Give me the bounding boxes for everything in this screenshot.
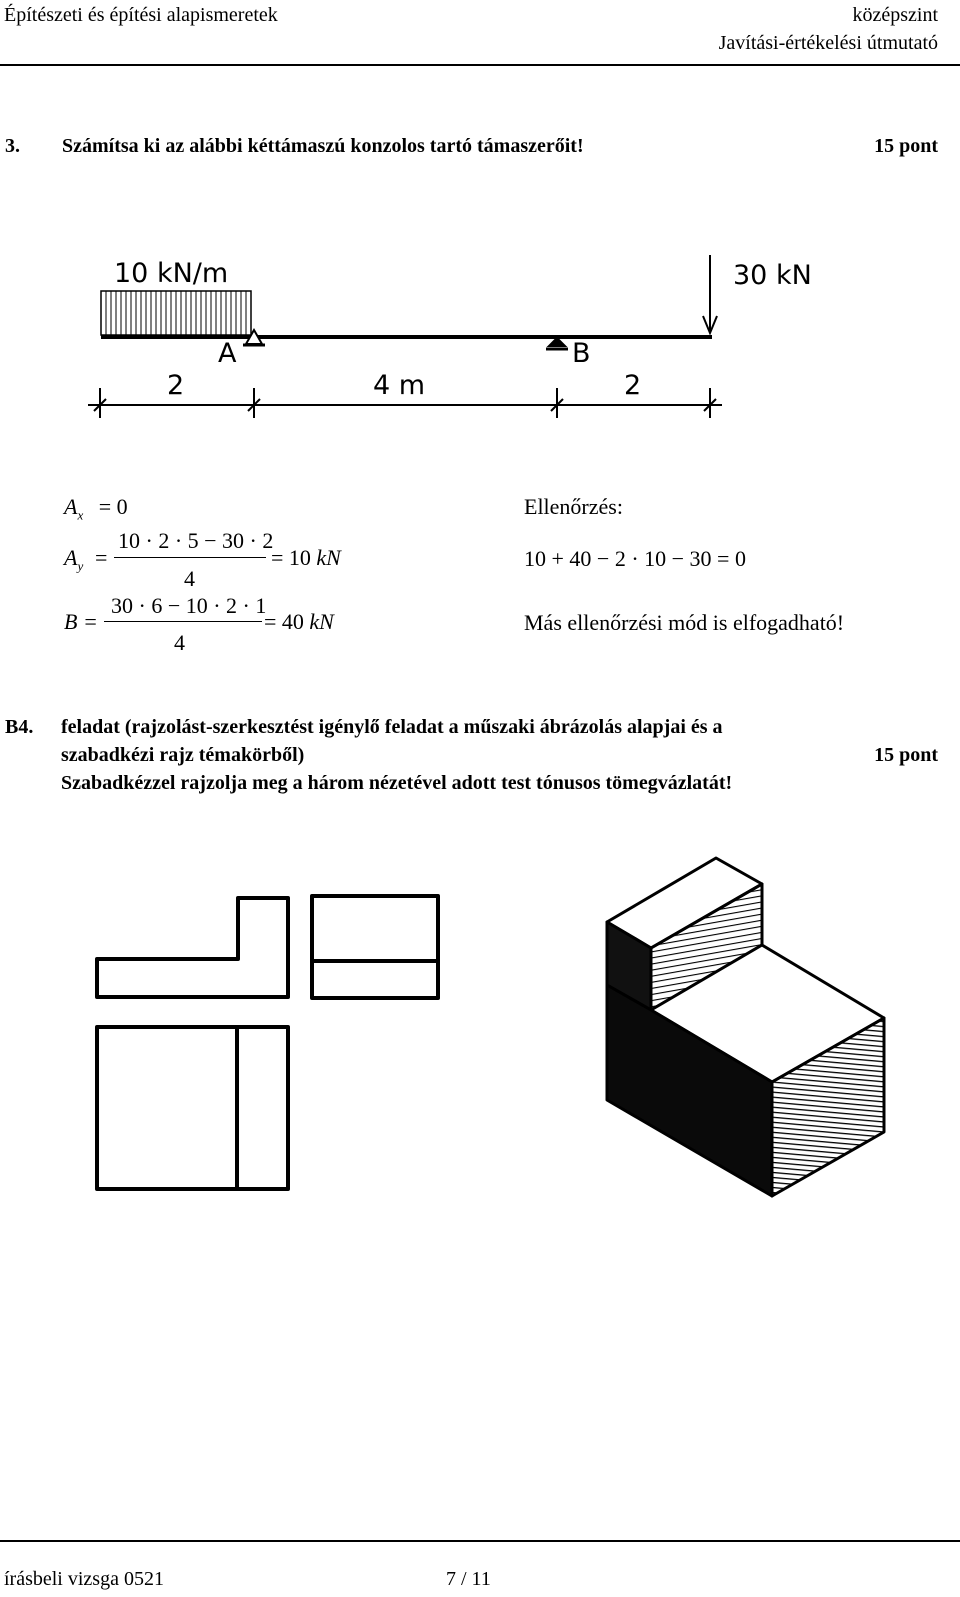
footer-exam: írásbeli vizsga 0521 <box>4 1568 164 1590</box>
check-label: Ellenőrzés: <box>524 494 623 519</box>
header-level: középszint <box>852 4 938 26</box>
ay-unit: kN <box>316 545 341 570</box>
ax-sub: x <box>77 507 84 523</box>
header-guide: Javítási-értékelési útmutató <box>718 32 938 54</box>
ay-sub: y <box>77 558 84 574</box>
header-subject: Építészeti és építési alapismeretek <box>4 4 278 26</box>
support-b-label: B <box>572 338 591 369</box>
b-var: B = <box>64 609 98 634</box>
ay-numerator: 10 · 2 · 5 − 30 · 2 <box>118 528 274 553</box>
ay-result-value: = 10 <box>271 545 311 570</box>
task3-number: 3. <box>5 135 20 157</box>
b-numerator: 30 · 6 − 10 · 2 · 1 <box>111 593 267 618</box>
task3-points: 15 pont <box>874 135 938 157</box>
check-equation: 10 + 40 − 2 · 10 − 30 = 0 <box>524 546 746 571</box>
taskb4-instruction: Szabadkézzel rajzolja meg a három nézetével adott test tónusos tömegvázlatát! <box>61 772 733 794</box>
taskb4-number: B4. <box>5 716 34 738</box>
b-unit: kN <box>309 609 334 634</box>
check-note: Más ellenőrzési mód is elfogadható! <box>524 610 845 635</box>
support-a-label: A <box>218 338 237 369</box>
ay-var: A <box>64 545 78 570</box>
ay-eq: = <box>95 545 108 570</box>
b-denominator: 4 <box>174 630 185 655</box>
dimension-3-label: 2 <box>624 370 642 401</box>
b-result-value: = 40 <box>264 609 304 634</box>
footer-page: 7 / 11 <box>446 1568 491 1590</box>
ay-denominator: 4 <box>184 566 195 591</box>
dimension-2-label: 4 m <box>373 370 426 401</box>
taskb4-points: 15 pont <box>874 744 938 766</box>
dimension-1-label: 2 <box>167 370 185 401</box>
load-right-label: 30 kN <box>733 260 812 291</box>
taskb4-line2: szabadkézi rajz témakörből) <box>61 744 305 766</box>
ax-rhs: = 0 <box>98 494 128 519</box>
task3-text: Számítsa ki az alábbi kéttámaszú konzolos tartó támaszerőit! <box>62 135 584 157</box>
load-left-label: 10 kN/m <box>114 258 229 289</box>
taskb4-line1: feladat (rajzolást-szerkesztést igénylő feladat a műszaki ábrázolás alapjai és a <box>61 716 723 738</box>
footer-rule <box>0 1540 960 1542</box>
ax-var: A <box>64 494 78 519</box>
